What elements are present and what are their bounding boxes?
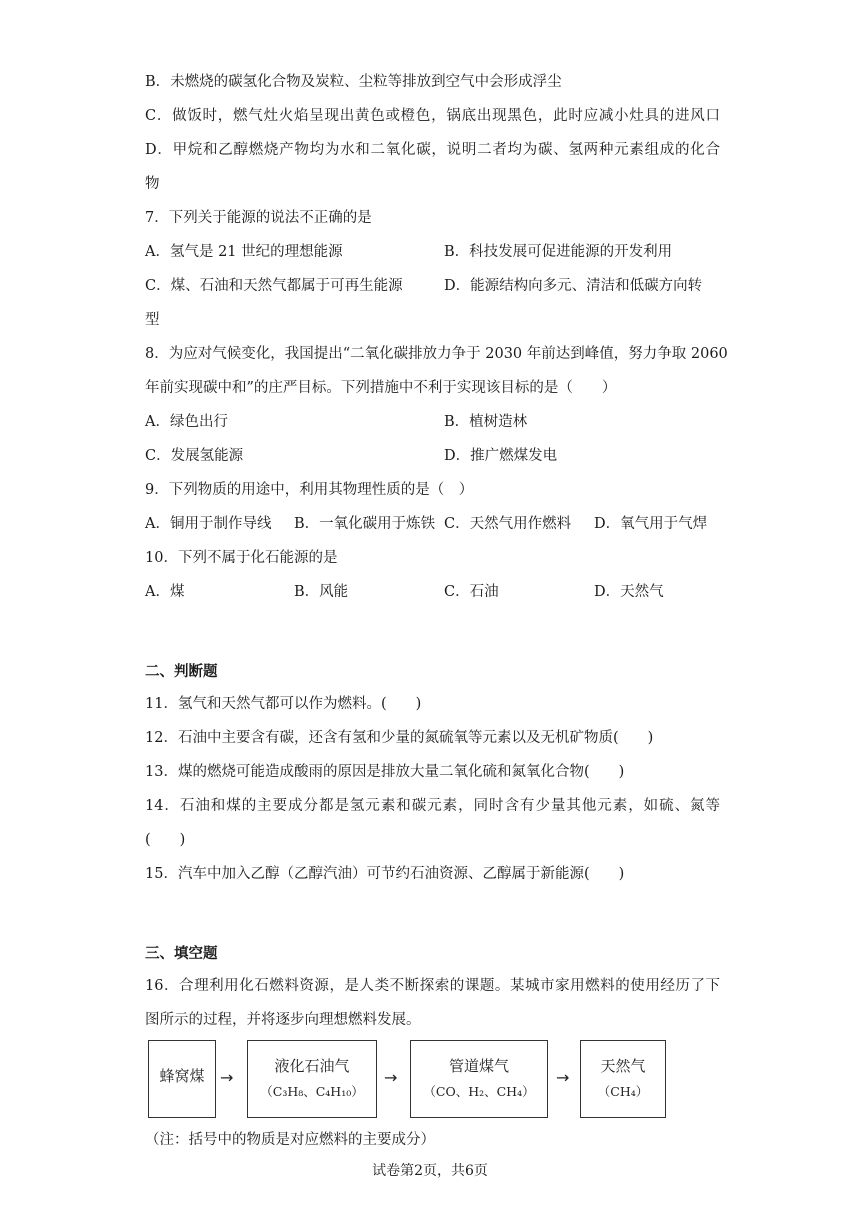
- section-2-title: 二、判断题: [145, 664, 218, 680]
- q15: 15．汽车中加入乙醇（乙醇汽油）可节约石油资源、乙醇属于新能源( ): [145, 866, 625, 882]
- fuel-box-honeycomb-coal-label: 蜂窝煤: [159, 1067, 205, 1085]
- q10-option-c: C．石油: [444, 584, 499, 600]
- fuel-box-natural-gas-formula: （CH₄）: [597, 1084, 649, 1099]
- fuel-box-lpg: [247, 1040, 377, 1118]
- fuel-box-lpg-formula: （C₃H₈、C₄H₁₀）: [260, 1084, 364, 1099]
- q10-option-d: D．天然气: [594, 584, 664, 600]
- q7-option-b: B．科技发展可促进能源的开发利用: [444, 244, 673, 260]
- q11: 11．氢气和天然气都可以作为燃料。( ): [145, 696, 422, 712]
- q12: 12．石油中主要含有碳，还含有氢和少量的氮硫氧等元素以及无机矿物质( ): [145, 730, 654, 746]
- page-footer: 试卷第2页，共6页: [372, 1163, 488, 1179]
- fuel-box-honeycomb-coal: [148, 1040, 216, 1118]
- q8-stem-line2: 年前实现碳中和”的庄严目标。下列措施中不利于实现该目标的是（ ）: [145, 380, 617, 396]
- fuel-box-natural-gas: [580, 1040, 666, 1118]
- q8-option-d: D．推广燃煤发电: [444, 448, 558, 464]
- q10-stem: 10．下列不属于化石能源的是: [145, 550, 338, 566]
- q7-stem: 7．下列关于能源的说法不正确的是: [145, 210, 372, 226]
- fuel-box-lpg-label: 液化石油气: [274, 1057, 350, 1075]
- q7-option-d-line2: 型: [145, 312, 160, 328]
- diagram-note: （注：括号中的物质是对应燃料的主要成分）: [145, 1132, 435, 1148]
- q9-option-a: A．铜用于制作导线: [145, 516, 272, 532]
- q14-line2: ( ): [145, 832, 186, 848]
- q10-option-b: B．风能: [294, 584, 349, 600]
- fuel-box-pipeline-gas-formula: （CO、H₂、CH₄）: [423, 1084, 535, 1099]
- q10-option-a: A．煤: [145, 584, 185, 600]
- flow-arrow-2: →: [384, 1068, 398, 1087]
- q6-option-d-line1: D．甲烷和乙醇燃烧产物均为水和二氧化碳，说明二者均为碳、氢两种元素组成的化合: [145, 142, 720, 158]
- q14-line1: 14．石油和煤的主要成分都是氢元素和碳元素，同时含有少量其他元素，如硫、氮等: [145, 798, 720, 814]
- q8-option-a: A．绿色出行: [145, 414, 228, 430]
- flow-arrow-3: →: [556, 1068, 570, 1087]
- q6-option-d-line2: 物: [145, 176, 160, 192]
- q7-option-a: A．氢气是 21 世纪的理想能源: [145, 244, 343, 260]
- flow-arrow-1: →: [220, 1068, 234, 1087]
- q9-stem: 9．下列物质的用途中，利用其物理性质的是（ ）: [145, 482, 474, 498]
- q9-option-d: D．氧气用于气焊: [594, 516, 708, 532]
- q7-option-d-line1: D．能源结构向多元、清洁和低碳方向转: [444, 278, 703, 294]
- fuel-box-pipeline-gas-label: 管道煤气: [448, 1057, 509, 1075]
- q8-option-c: C．发展氢能源: [145, 448, 244, 464]
- q6-option-c: C．做饭时，燃气灶火焰呈现出黄色或橙色，锅底出现黑色，此时应减小灶具的进风口: [145, 108, 720, 124]
- q16-line2: 图所示的过程，并将逐步向理想燃料发展。: [145, 1012, 421, 1028]
- q13: 13．煤的燃烧可能造成酸雨的原因是排放大量二氧化硫和氮氧化合物( ): [145, 764, 625, 780]
- q9-option-b: B．一氧化碳用于炼铁: [294, 516, 436, 532]
- q8-stem-line1: 8．为应对气候变化，我国提出“二氧化碳排放力争于 2030 年前达到峰值，努力争取 2060: [145, 346, 728, 362]
- section-3-title: 三、填空题: [145, 946, 218, 962]
- q9-option-c: C．天然气用作燃料: [444, 516, 572, 532]
- q8-option-b: B．植树造林: [444, 414, 528, 430]
- fuel-box-pipeline-gas: [410, 1040, 548, 1118]
- fuel-box-natural-gas-label: 天然气: [600, 1057, 646, 1075]
- q16-line1: 16．合理利用化石燃料资源，是人类不断探索的课题。某城市家用燃料的使用经历了下: [145, 978, 720, 994]
- q6-option-b: B．未燃烧的碳氢化合物及炭粒、尘粒等排放到空气中会形成浮尘: [145, 74, 562, 90]
- q7-option-c: C．煤、石油和天然气都属于可再生能源: [145, 278, 403, 294]
